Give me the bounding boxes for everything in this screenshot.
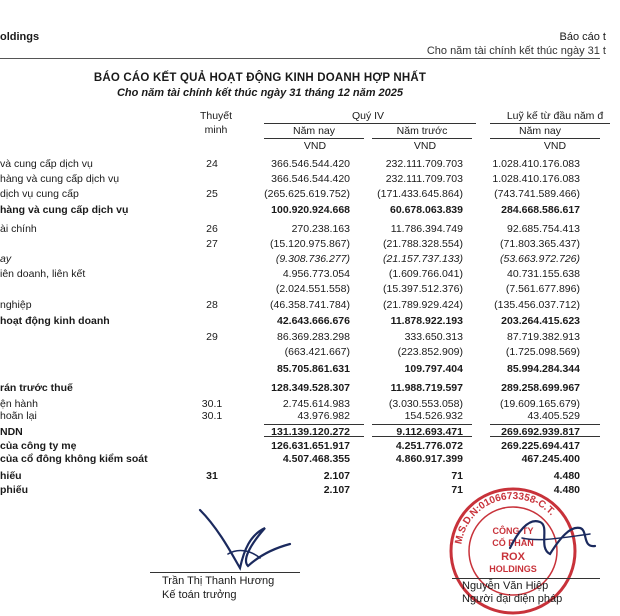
row-label: của công ty mẹ [0,440,77,452]
table-row [0,363,620,376]
row-value-quarter-this-year: (46.358.741.784) [270,299,350,311]
row-value-quarter-prev-year: 9.112.693.471 [396,426,463,438]
row-value-quarter-prev-year: (3.030.553.058) [388,398,463,410]
row-value-quarter-this-year: 2.107 [323,470,350,482]
row-value-quarter-this-year: 366.546.544.420 [271,173,350,185]
col2-underline [372,138,472,139]
table-row [0,283,620,296]
row-label: nghiệp [0,299,32,311]
row-value-ytd-this-year: (7.561.677.896) [505,283,580,295]
report-type: Báo cáo t [559,31,606,43]
row-label: và cung cấp dịch vụ [0,158,93,170]
row-value-quarter-prev-year: 11.786.394.749 [390,223,463,235]
row-value-quarter-prev-year: (21.157.737.133) [383,253,463,265]
row-label: hiếu [0,470,22,482]
ytd-group-rule [490,123,610,124]
row-value-quarter-prev-year: 71 [451,484,463,496]
report-header [427,31,606,57]
row-value-quarter-prev-year: 232.111.709.703 [385,158,463,170]
row-label: rán trước thuế [0,382,73,394]
table-row [0,453,620,466]
quarter-group-rule [264,123,476,124]
row-value-ytd-this-year: 467.245.400 [521,453,580,465]
row-value-quarter-this-year: 131.139.120.272 [271,426,350,438]
row-value-quarter-this-year: 42.643.666.676 [277,315,350,327]
row-note: 26 [206,223,218,235]
row-value-quarter-this-year: 2.745.614.983 [282,398,350,410]
note-column-header-1: Thuyết [199,110,233,122]
col-prev-year: Năm trước [396,125,448,137]
row-value-ytd-this-year: 1.028.410.176.083 [492,173,580,185]
row-value-quarter-this-year: 126.631.651.917 [271,440,350,452]
row-value-ytd-this-year: (53.663.972.726) [500,253,580,265]
row-note: 31 [206,470,218,482]
report-period: Cho năm tài chính kết thúc ngày 31 t [426,45,606,57]
svg-text:M.S.D.N:0106673358-C.T.: M.S.D.N:0106673358-C.T. [453,490,558,546]
row-value-quarter-this-year: 4.956.773.054 [282,268,350,280]
legal-rep-signature-line [452,578,600,579]
col-ytd-this-year: Năm nay [518,125,561,137]
table-row [0,346,620,359]
row-value-quarter-prev-year: 71 [451,470,463,482]
row-value-quarter-prev-year: 4.860.917.399 [395,453,463,465]
table-row [0,470,620,483]
row-value-ytd-this-year: 284.668.586.617 [501,204,580,216]
row-note: 27 [206,238,218,250]
row-value-quarter-prev-year: 4.251.776.072 [395,440,463,452]
row-value-ytd-this-year: (135.456.037.712) [494,299,580,311]
row-label: NDN [0,426,23,438]
table-row [0,158,620,171]
row-value-ytd-this-year: (19.609.165.679) [500,398,580,410]
row-value-ytd-this-year: 92.685.754.413 [507,223,580,235]
table-row [0,315,620,328]
row-value-ytd-this-year: 85.994.284.344 [507,363,580,375]
header-divider [0,58,600,59]
row-value-quarter-prev-year: 11.988.719.597 [390,382,463,394]
table-row [0,253,620,266]
note-column-header-2: minh [204,124,228,136]
row-value-ytd-this-year: 269.692.939.817 [501,426,580,438]
svg-text:CỔ PHẦN: CỔ PHẦN [492,538,534,548]
accountant-name: Trần Thị Thanh Hương [162,575,275,587]
row-value-quarter-this-year: (9.308.736.277) [275,253,350,265]
row-value-quarter-this-year: 128.349.528.307 [271,382,350,394]
row-value-quarter-this-year: 100.920.924.668 [271,204,350,216]
row-value-ytd-this-year: (71.803.365.437) [500,238,580,250]
row-value-quarter-prev-year: (1.609.766.041) [388,268,463,280]
unit-col1: VND [303,140,327,152]
row-value-quarter-prev-year: 333.650.313 [404,331,463,343]
table-row [0,331,620,344]
subtotal-rule-1 [264,424,364,425]
table-row [0,426,620,439]
row-value-quarter-this-year: (265.625.619.752) [264,188,350,200]
row-value-quarter-prev-year: 109.797.404 [404,363,463,375]
row-label: hoãn lại [0,410,37,422]
row-value-ytd-this-year: 43.405.529 [527,410,580,422]
row-label: của cổ đông không kiểm soát [0,453,148,465]
row-note: 29 [206,331,218,343]
row-value-quarter-prev-year: (171.433.645.864) [377,188,463,200]
row-value-quarter-this-year: (663.421.667) [284,346,350,358]
svg-text:CÔNG TY: CÔNG TY [492,526,534,536]
col3-underline [490,138,600,139]
row-value-ytd-this-year: 4.480 [553,470,580,482]
total-rule-3 [490,436,600,437]
legal-rep-role: Người đại diện pháp [462,593,563,605]
row-value-ytd-this-year: 289.258.699.967 [501,382,580,394]
table-row [0,204,620,217]
row-value-ytd-this-year: (1.725.098.569) [505,346,580,358]
row-value-ytd-this-year: 269.225.694.417 [501,440,580,452]
row-value-quarter-prev-year: (223.852.909) [397,346,463,358]
subtotal-rule-3 [490,424,600,425]
col1-underline [264,138,364,139]
subtotal-rule-2 [372,424,472,425]
row-note: 28 [206,299,218,311]
row-note: 30.1 [201,398,223,410]
row-value-quarter-this-year: 85.705.861.631 [277,363,350,375]
svg-text:ROX: ROX [501,551,525,563]
accountant-role: Kế toán trưởng [162,589,237,601]
row-value-quarter-this-year: 270.238.163 [291,223,350,235]
table-row [0,223,620,236]
svg-text:HOLDINGS: HOLDINGS [489,564,537,574]
row-value-ytd-this-year: 4.480 [553,484,580,496]
row-value-quarter-this-year: (2.024.551.558) [275,283,350,295]
ytd-group-header: Luỹ kế từ đầu năm đ [506,110,604,122]
row-value-quarter-this-year: (15.120.975.867) [270,238,350,250]
table-row [0,440,620,453]
row-note: 25 [206,188,218,200]
row-value-quarter-prev-year: (21.789.929.424) [383,299,463,311]
row-value-ytd-this-year: 87.719.382.913 [507,331,580,343]
row-value-quarter-prev-year: 232.111.709.703 [385,173,463,185]
row-value-quarter-this-year: 86.369.283.298 [277,331,350,343]
table-row [0,299,620,312]
row-note: 24 [206,158,218,170]
row-label: phiếu [0,484,28,496]
unit-col2: VND [413,140,437,152]
row-value-quarter-this-year: 366.546.544.420 [271,158,350,170]
row-value-quarter-this-year: 43.976.982 [297,410,350,422]
total-rule-2 [372,436,472,437]
accountant-signature-line [150,572,300,573]
row-value-quarter-prev-year: 60.678.063.839 [390,204,463,216]
row-value-quarter-prev-year: (15.397.512.376) [383,283,463,295]
legal-rep-signature [500,508,600,578]
row-value-quarter-prev-year: 154.526.932 [404,410,463,422]
row-value-quarter-prev-year: 11.878.922.193 [390,315,463,327]
table-row [0,382,620,395]
quarter-group-header: Quý IV [351,110,385,122]
row-label: ện hành [0,398,38,410]
unit-col3: VND [543,140,567,152]
accountant-signature [180,500,300,580]
col-this-year: Năm nay [292,125,335,137]
row-value-ytd-this-year: (743.741.589.466) [494,188,580,200]
table-row [0,238,620,251]
row-label: iên doanh, liên kết [0,268,86,280]
row-label: hàng và cung cấp dịch vụ [0,173,120,185]
report-subtitle: Cho năm tài chính kết thúc ngày 31 tháng 12 năm 2025 [116,87,404,99]
row-value-ytd-this-year: 40.731.155.638 [507,268,580,280]
row-label: ài chính [0,223,37,235]
row-label: dịch vụ cung cấp [0,188,79,200]
row-note: 30.1 [201,410,223,422]
row-label: ay [0,253,12,265]
legal-rep-name: Nguyễn Văn Hiệp [462,580,549,592]
row-label: hàng và cung cấp dịch vụ [0,204,129,216]
row-value-ytd-this-year: 203.264.415.623 [501,315,580,327]
row-value-ytd-this-year: 1.028.410.176.083 [492,158,580,170]
table-row [0,188,620,201]
row-value-quarter-prev-year: (21.788.328.554) [383,238,463,250]
table-row [0,268,620,281]
company-name: oldings [0,31,40,43]
table-row [0,410,620,423]
row-value-quarter-this-year: 4.507.468.355 [282,453,350,465]
row-label: hoạt động kinh doanh [0,315,110,327]
total-rule-1 [264,436,364,437]
row-value-quarter-this-year: 2.107 [323,484,350,496]
table-row [0,173,620,186]
report-title: BÁO CÁO KẾT QUẢ HOẠT ĐỘNG KINH DOANH HỢP NHẤT [93,72,427,84]
